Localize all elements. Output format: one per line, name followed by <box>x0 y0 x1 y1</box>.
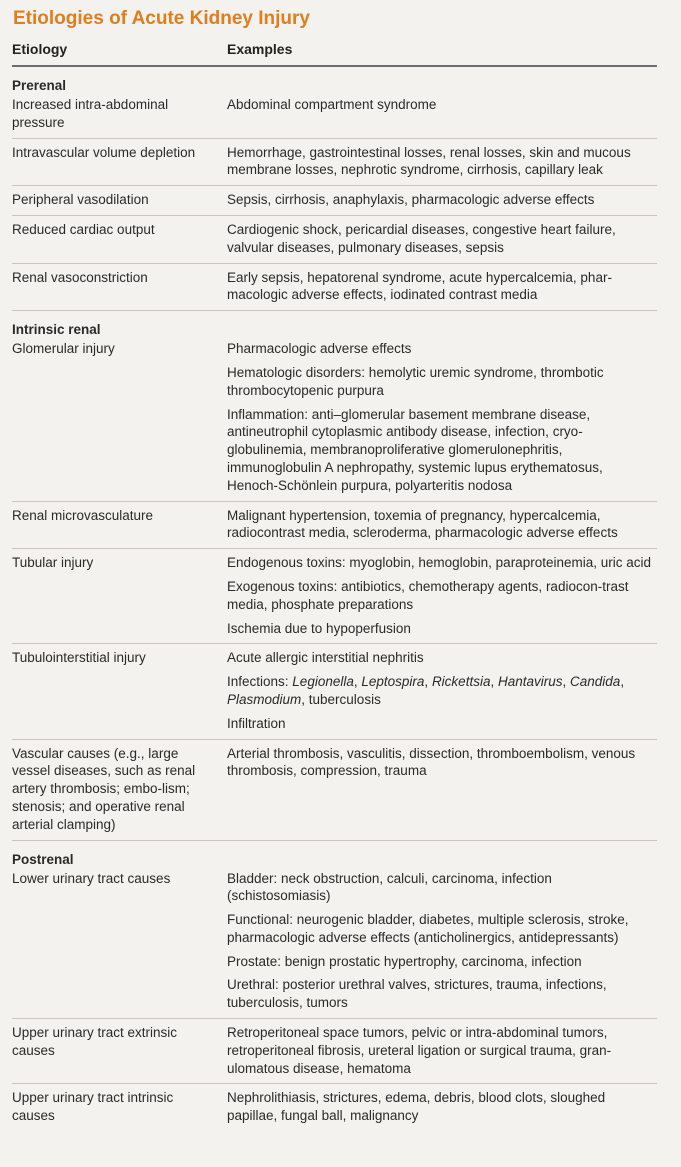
examples-cell <box>227 221 657 257</box>
examples-cell <box>227 745 657 834</box>
example-text: Infections: Legionella, Leptospira, Rickettsia, Hantavirus, Candida, Plasmodium, tuberculosis <box>227 674 625 707</box>
example-text: Arterial thrombosis, vasculitis, dissection, thromboembolism, venous thrombosis, compression, trauma <box>227 745 636 779</box>
table-row <box>12 549 657 644</box>
etiology-cell: Tubulointerstitial injury <box>12 650 146 666</box>
table-row <box>12 264 657 312</box>
etiology-cell: Lower urinary tract causes <box>12 870 171 886</box>
etiology-cell: Increased intra-abdominal pressure <box>12 97 169 130</box>
table-row <box>12 644 657 739</box>
example-text: Malignant hypertension, toxemia of pregnancy, hypercalcemia, radiocontrast media, scleroderma, pharmacologic adverse effects <box>227 507 618 541</box>
etiology-cell: Intravascular volume depletion <box>12 144 196 160</box>
example-text: Infiltration <box>227 715 286 731</box>
table-row <box>12 869 657 1020</box>
table-body <box>12 67 657 1131</box>
etiology-cell: Glomerular injury <box>12 341 115 357</box>
table-row <box>12 502 657 550</box>
etiology-cell: Renal microvasculature <box>12 507 154 523</box>
examples-cell <box>227 96 657 132</box>
example-text: Urethral: posterior urethral valves, strictures, trauma, infections, tuberculosis, tumors <box>227 977 607 1011</box>
example-text: Retroperitoneal space tumors, pelvic or intra-abdominal tumors, retroperitoneal fibrosis, ureteral ligation or surgical trauma, gran-ulomatous disease, hematoma <box>227 1025 612 1076</box>
examples-cell <box>227 870 657 1013</box>
example-text: Sepsis, cirrhosis, anaphylaxis, pharmacologic adverse effects <box>227 192 595 208</box>
etiology-cell: Tubular injury <box>12 555 94 571</box>
column-header-examples: Examples <box>227 41 293 57</box>
table-header <box>12 37 657 67</box>
table-row <box>12 1019 657 1084</box>
section-heading: Intrinsic renal <box>12 322 101 338</box>
table-title: Etiologies of Acute Kidney Injury <box>13 8 310 29</box>
example-text: Nephrolithiasis, strictures, edema, debris, blood clots, sloughed papillae, fungal ball, malignancy <box>227 1090 606 1124</box>
table-row <box>12 740 657 841</box>
example-text: Endogenous toxins: myoglobin, hemoglobin, paraproteinemia, uric acid <box>227 555 652 571</box>
section-heading: Postrenal <box>12 851 74 867</box>
examples-cell <box>227 191 657 209</box>
examples-cell <box>227 1024 657 1077</box>
table-row <box>12 186 657 216</box>
example-text: Ischemia due to hypoperfusion <box>227 620 411 636</box>
etiology-cell: Peripheral vasodilation <box>12 192 149 208</box>
examples-cell <box>227 507 657 543</box>
example-text: Hemorrhage, gastrointestinal losses, renal losses, skin and mucous membrane losses, nephrotic syndrome, cirrhosis, capillary leak <box>227 144 631 178</box>
section-heading: Prerenal <box>12 78 67 93</box>
table-row <box>12 339 657 501</box>
etiology-cell: Renal vasoconstriction <box>12 269 148 285</box>
examples-cell <box>227 144 657 180</box>
examples-cell <box>227 269 657 305</box>
example-text: Pharmacologic adverse effects <box>227 341 412 357</box>
examples-cell <box>227 649 657 732</box>
example-text: Inflammation: anti–glomerular basement membrane disease, antineutrophil cytoplasmic antibody disease, infection, cryo-globulinemia, membranoproliferative glomerulonephritis, immunoglobulin A nephropathy, systemic lupus erythematosus, Henoch-Schönlein purpura, polyarteritis nodosa <box>227 406 603 493</box>
table-row <box>12 95 657 139</box>
example-text: Cardiogenic shock, pericardial diseases, congestive heart failure, valvular diseases, pulmonary diseases, sepsis <box>227 221 616 255</box>
examples-cell <box>227 554 657 637</box>
example-text: Functional: neurogenic bladder, diabetes, multiple sclerosis, stroke, pharmacologic adverse effects (anticholinergics, antidepressants) <box>227 912 629 945</box>
example-text: Early sepsis, hepatorenal syndrome, acute hypercalcemia, phar-macologic adverse effects, iodinated contrast media <box>227 269 612 303</box>
example-text: Bladder: neck obstruction, calculi, carcinoma, infection (schistosomiasis) <box>227 870 552 904</box>
table-row <box>12 139 657 187</box>
example-text: Exogenous toxins: antibiotics, chemotherapy agents, radiocon-trast media, phosphate preparations <box>227 578 629 612</box>
table-row <box>12 1084 657 1131</box>
etiology-cell: Upper urinary tract intrinsic causes <box>12 1090 174 1124</box>
column-header-etiology: Etiology <box>12 41 68 57</box>
example-text: Abdominal compartment syndrome <box>227 97 437 112</box>
example-text: Acute allergic interstitial nephritis <box>227 650 424 666</box>
examples-cell <box>227 340 657 494</box>
example-text: Hematologic disorders: hemolytic uremic syndrome, thrombotic thrombocytopenic purpura <box>227 364 604 398</box>
etiology-cell: Upper urinary tract extrinsic causes <box>12 1025 178 1058</box>
examples-cell <box>227 1089 657 1125</box>
etiology-cell: Reduced cardiac output <box>12 221 155 237</box>
table-row <box>12 216 657 264</box>
etiology-cell: Vascular causes (e.g., large vessel diseases, such as renal artery thrombosis; embo-lism; stenosis; and operative renal arterial clamping) <box>12 745 196 832</box>
example-text: Prostate: benign prostatic hypertrophy, carcinoma, infection <box>227 953 582 969</box>
